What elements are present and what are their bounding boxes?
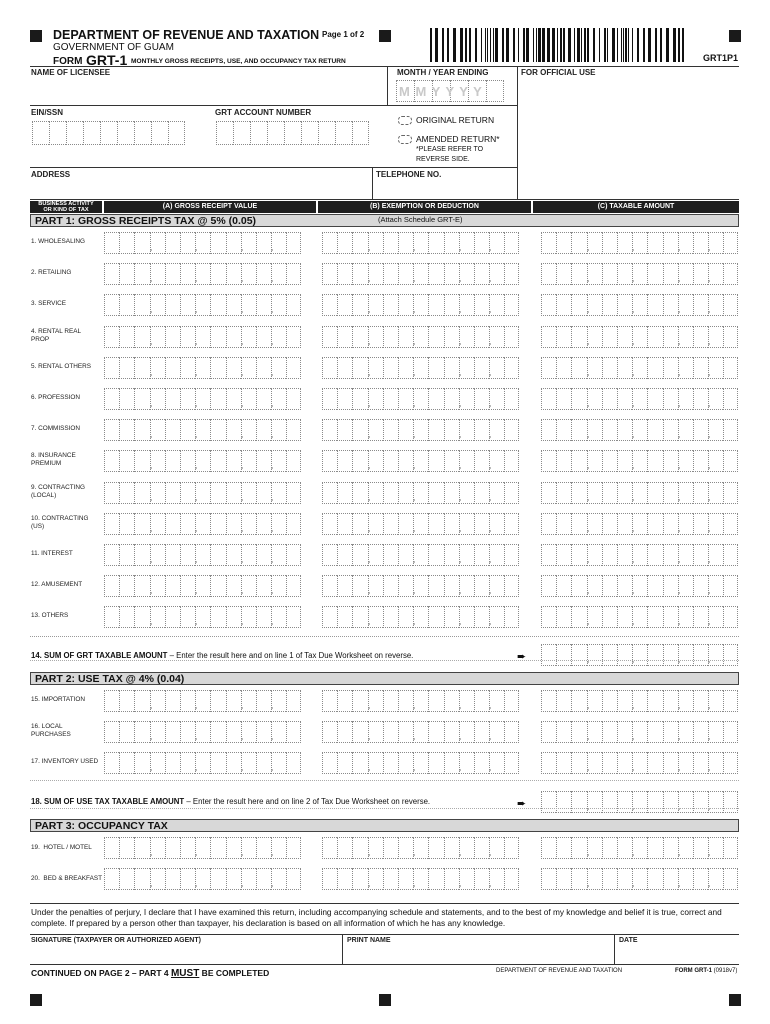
barcode-icon [430, 28, 690, 62]
exemption-deduction-input[interactable] [322, 326, 519, 348]
exemption-deduction-input[interactable] [322, 482, 519, 504]
row-label: 7. COMMISSION [31, 425, 81, 432]
signature-field[interactable] [31, 946, 339, 963]
part1-title: PART 1: GROSS RECEIPTS TAX @ 5% (0.05) [35, 215, 257, 227]
sum-use-tax-input[interactable] [541, 791, 738, 813]
gross-receipt-value-input[interactable] [104, 388, 301, 410]
gross-receipt-value-input[interactable] [104, 357, 301, 379]
registration-mark-icon [30, 30, 42, 42]
exemption-deduction-input[interactable] [322, 419, 519, 441]
print-name-label: PRINT NAME [347, 937, 391, 944]
form-subtitle: MONTHLY GROSS RECEIPTS, USE, AND OCCUPANCY TAX RETURN [131, 58, 346, 65]
print-name-field[interactable] [346, 946, 611, 963]
sum-grt-line: 14. SUM OF GRT TAXABLE AMOUNT – Enter the result here and on line 1 of Tax Due Worksheet on reverse. [31, 651, 414, 660]
exemption-deduction-input[interactable] [322, 868, 519, 890]
row-label: 15. IMPORTATION [31, 696, 85, 703]
taxable-amount-input[interactable] [541, 294, 738, 316]
pointing-hand-arrow-icon: ➨ [517, 651, 527, 663]
gross-receipt-value-input[interactable] [104, 575, 301, 597]
amended-return-checkbox[interactable] [398, 135, 412, 144]
taxable-amount-input[interactable] [541, 357, 738, 379]
taxable-amount-input[interactable] [541, 575, 738, 597]
exemption-deduction-input[interactable] [322, 232, 519, 254]
row-label: 13. OTHERS [31, 612, 69, 619]
exemption-deduction-input[interactable] [322, 575, 519, 597]
part2-title: PART 2: USE TAX @ 4% (0.04) [35, 673, 185, 685]
pointing-hand-arrow-icon: ➨ [517, 798, 527, 810]
ein-ssn-field[interactable] [32, 121, 202, 145]
exemption-column-header: (B) EXEMPTION OR DEDUCTION [318, 201, 531, 213]
row-label: 12. AMUSEMENT [31, 581, 83, 588]
registration-mark-icon [30, 994, 42, 1006]
exemption-deduction-input[interactable] [322, 690, 519, 712]
taxable-amount-input[interactable] [541, 419, 738, 441]
part3-title: PART 3: OCCUPANCY TAX [35, 820, 168, 832]
form-code: GRT-1 [86, 52, 128, 68]
taxable-amount-input[interactable] [541, 837, 738, 859]
exemption-deduction-input[interactable] [322, 721, 519, 743]
taxable-amount-input[interactable] [541, 326, 738, 348]
row-label: 20. BED & BREAKFAST [31, 875, 103, 882]
telephone-label: TELEPHONE NO. [376, 170, 442, 179]
row-label: 8. INSURANCE PREMIUM [31, 452, 76, 467]
row-label: 6. PROFESSION [31, 394, 81, 401]
date-label: DATE [619, 937, 638, 944]
row-label: 16. LOCAL PURCHASES [31, 723, 71, 738]
refer-note-line2: REVERSE SIDE. [416, 156, 470, 163]
footer-department: DEPARTMENT OF REVENUE AND TAXATION [496, 968, 623, 974]
original-return-label: ORIGINAL RETURN [416, 115, 495, 125]
taxable-amount-input[interactable] [541, 606, 738, 628]
gross-receipt-value-input[interactable] [104, 606, 301, 628]
address-label: ADDRESS [31, 170, 71, 179]
month-year-label: MONTH / YEAR ENDING [397, 68, 489, 77]
gross-receipt-value-input[interactable] [104, 326, 301, 348]
name-of-licensee-field[interactable] [31, 78, 385, 104]
row-label: 1. WHOLESALING [31, 238, 85, 245]
taxable-amount-input[interactable] [541, 721, 738, 743]
exemption-deduction-input[interactable] [322, 752, 519, 774]
month-year-placeholder: M M Y Y Y Y [399, 84, 483, 99]
gross-receipt-value-input[interactable] [104, 232, 301, 254]
gross-receipt-value-input[interactable] [104, 690, 301, 712]
gross-receipt-value-input[interactable] [104, 868, 301, 890]
exemption-deduction-input[interactable] [322, 294, 519, 316]
activity-column-header: BUSINESS ACTIVITY OR KIND OF TAX [30, 201, 102, 213]
exemption-deduction-input[interactable] [322, 388, 519, 410]
gross-receipt-value-input[interactable] [104, 513, 301, 535]
row-label: 4. RENTAL REAL PROP [31, 328, 82, 343]
taxable-amount-input[interactable] [541, 513, 738, 535]
footer-form-code: FORM GRT-1 (0918v7) [675, 968, 738, 974]
continued-notice: CONTINUED ON PAGE 2 – PART 4 MUST BE COMPLETED [31, 968, 270, 979]
exemption-deduction-input[interactable] [322, 357, 519, 379]
gross-receipt-value-input[interactable] [104, 837, 301, 859]
address-field[interactable] [31, 180, 369, 198]
ein-ssn-label: EIN/SSN [31, 108, 64, 117]
row-label: 9. CONTRACTING (LOCAL) [31, 484, 85, 499]
signature-label: SIGNATURE (TAXPAYER OR AUTHORIZED AGENT) [31, 937, 201, 944]
taxable-amount-input[interactable] [541, 388, 738, 410]
exemption-deduction-input[interactable] [322, 263, 519, 285]
exemption-deduction-input[interactable] [322, 606, 519, 628]
row-label: 5. RENTAL OTHERS [31, 363, 92, 370]
gross-receipt-value-input[interactable] [104, 450, 301, 472]
sum-use-tax-line: 18. SUM OF USE TAX TAXABLE AMOUNT – Enter the result here and on line 2 of Tax Due Worksheet on reverse. [31, 797, 431, 806]
barcode-id: GRT1P1 [703, 53, 739, 63]
gross-receipt-value-input[interactable] [104, 294, 301, 316]
grt-account-field[interactable] [216, 121, 376, 145]
row-label: 11. INTEREST [31, 550, 73, 557]
row-label: 2. RETAILING [31, 269, 72, 276]
government-subtitle: GOVERNMENT OF GUAM [53, 42, 174, 53]
gross-receipt-value-input[interactable] [104, 482, 301, 504]
gross-receipt-value-input[interactable] [104, 419, 301, 441]
page-indicator: Page 1 of 2 [322, 30, 365, 39]
perjury-statement: Under the penalties of perjury, I declare that I have examined this return, including accompanying schedule and statements, and to the best of my knowledge and belief it is true, correct and complete. If prepared by a person other than taxpayer, his declaration is based on all information of which he has any knowledge. [31, 907, 722, 928]
taxable-amount-input[interactable] [541, 544, 738, 566]
name-of-licensee-label: NAME OF LICENSEE [31, 68, 111, 77]
taxable-amount-column-header: (C) TAXABLE AMOUNT [533, 201, 739, 213]
part3-header [30, 819, 739, 832]
form-prefix: FORM [53, 56, 83, 67]
registration-mark-icon [729, 30, 741, 42]
row-label: 17. INVENTORY USED [31, 758, 99, 765]
gross-receipt-value-input[interactable] [104, 752, 301, 774]
taxable-amount-input[interactable] [541, 232, 738, 254]
refer-note-line1: *PLEASE REFER TO [416, 146, 484, 153]
registration-mark-icon [379, 30, 391, 42]
row-label: 3. SERVICE [31, 300, 67, 307]
taxable-amount-input[interactable] [541, 263, 738, 285]
schedule-note: (Attach Schedule GRT-E) [378, 215, 463, 224]
taxable-amount-input[interactable] [541, 482, 738, 504]
exemption-deduction-input[interactable] [322, 544, 519, 566]
taxable-amount-input[interactable] [541, 690, 738, 712]
original-return-checkbox[interactable] [398, 116, 412, 125]
grt-account-label: GRT ACCOUNT NUMBER [215, 108, 312, 117]
department-title: DEPARTMENT OF REVENUE AND TAXATION [53, 28, 320, 42]
date-field[interactable] [618, 946, 738, 963]
row-label: 10. CONTRACTING (US) [31, 515, 89, 530]
registration-mark-icon [729, 994, 741, 1006]
taxable-amount-input[interactable] [541, 450, 738, 472]
gross-receipt-value-input[interactable] [104, 544, 301, 566]
gross-receipt-value-input[interactable] [104, 263, 301, 285]
part2-header [30, 672, 739, 685]
sum-grt-taxable-input[interactable] [541, 644, 738, 666]
gross-receipt-value-input[interactable] [104, 721, 301, 743]
row-label: 19. HOTEL / MOTEL [31, 844, 92, 851]
gross-receipt-column-header: (A) GROSS RECEIPT VALUE [104, 201, 316, 213]
exemption-deduction-input[interactable] [322, 837, 519, 859]
exemption-deduction-input[interactable] [322, 513, 519, 535]
amended-return-label: AMENDED RETURN* [416, 134, 500, 144]
exemption-deduction-input[interactable] [322, 450, 519, 472]
registration-mark-icon [379, 994, 391, 1006]
taxable-amount-input[interactable] [541, 752, 738, 774]
taxable-amount-input[interactable] [541, 868, 738, 890]
telephone-field[interactable] [376, 180, 514, 198]
official-use-label: FOR OFFICIAL USE [521, 68, 596, 77]
